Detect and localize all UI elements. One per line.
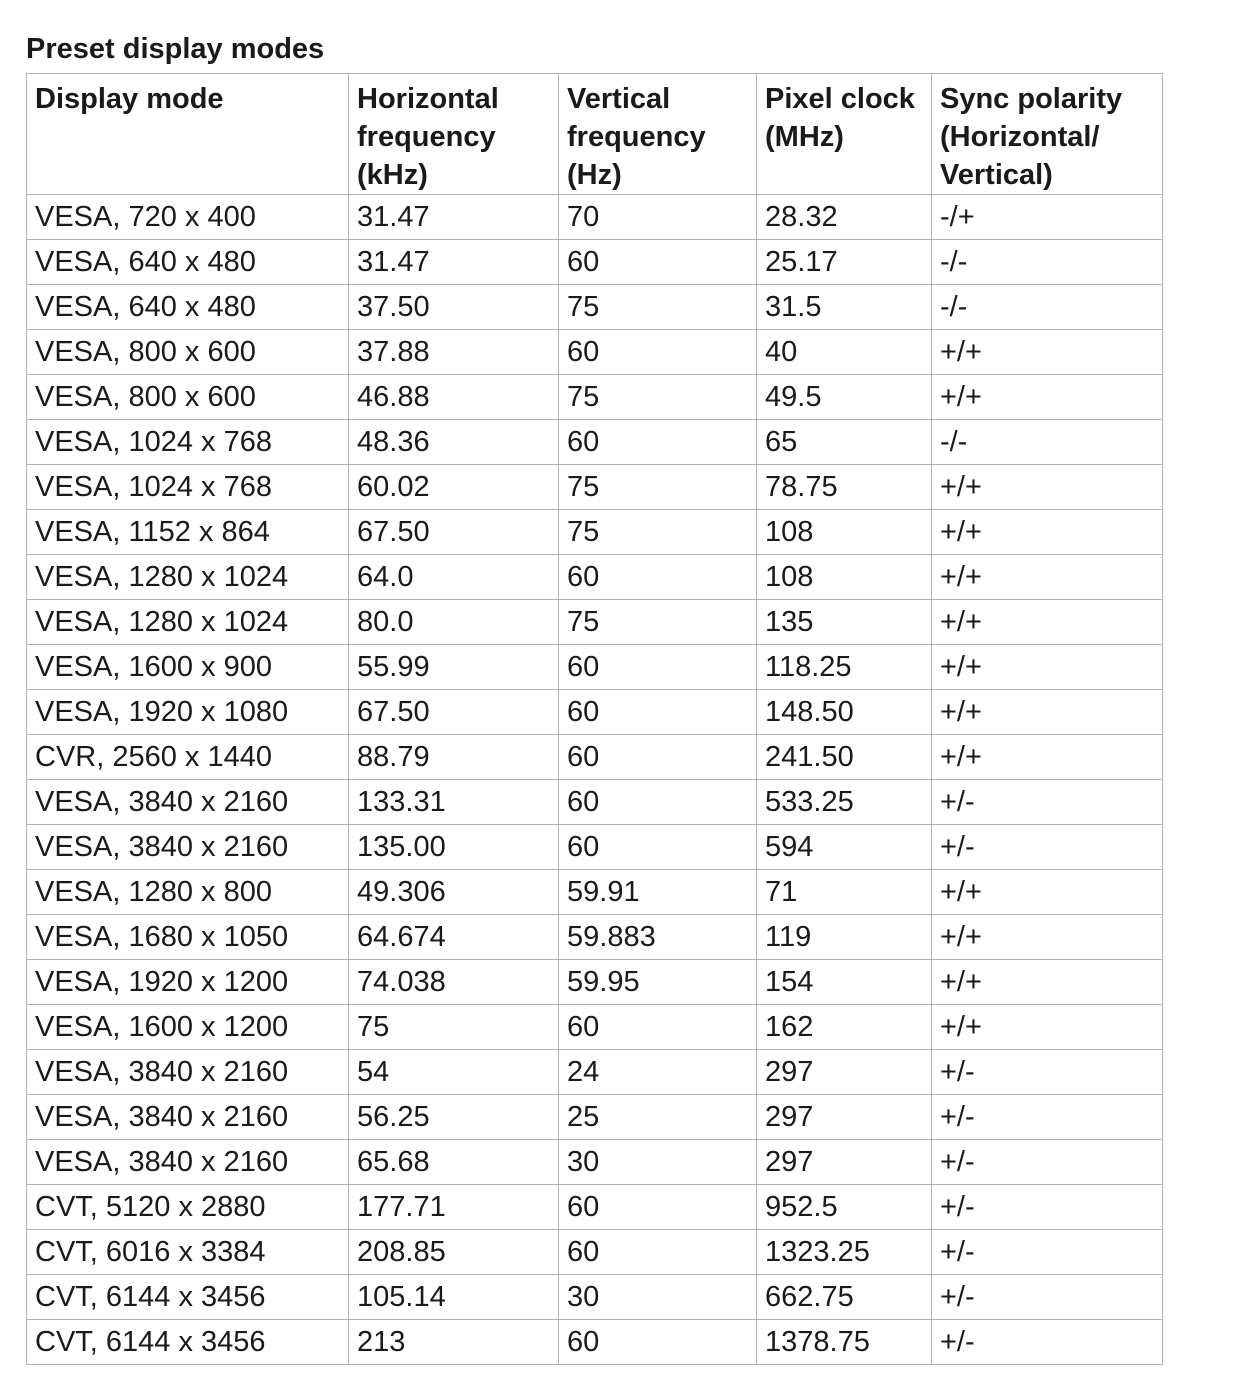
cell-vertical-frequency: 60 [559, 825, 757, 870]
cell-pixel-clock: 148.50 [757, 690, 932, 735]
cell-sync-polarity: +/+ [932, 645, 1163, 690]
cell-sync-polarity: +/+ [932, 735, 1163, 780]
cell-vertical-frequency: 60 [559, 1230, 757, 1275]
cell-vertical-frequency: 60 [559, 555, 757, 600]
cell-horizontal-frequency: 54 [349, 1050, 559, 1095]
cell-pixel-clock: 28.32 [757, 195, 932, 240]
cell-vertical-frequency: 60 [559, 330, 757, 375]
cell-vertical-frequency: 75 [559, 465, 757, 510]
cell-vertical-frequency: 75 [559, 375, 757, 420]
cell-sync-polarity: +/+ [932, 465, 1163, 510]
cell-display-mode: CVT, 6144 x 3456 [27, 1320, 349, 1365]
cell-horizontal-frequency: 64.0 [349, 555, 559, 600]
cell-vertical-frequency: 60 [559, 780, 757, 825]
table-row [27, 195, 1163, 240]
cell-pixel-clock: 119 [757, 915, 932, 960]
cell-vertical-frequency: 60 [559, 240, 757, 285]
cell-vertical-frequency: 60 [559, 1320, 757, 1365]
cell-pixel-clock: 71 [757, 870, 932, 915]
table-row [27, 1230, 1163, 1275]
cell-vertical-frequency: 75 [559, 285, 757, 330]
cell-sync-polarity: +/+ [932, 330, 1163, 375]
cell-horizontal-frequency: 67.50 [349, 690, 559, 735]
cell-display-mode: VESA, 1600 x 1200 [27, 1005, 349, 1050]
cell-display-mode: VESA, 1280 x 1024 [27, 555, 349, 600]
cell-horizontal-frequency: 75 [349, 1005, 559, 1050]
cell-horizontal-frequency: 88.79 [349, 735, 559, 780]
cell-pixel-clock: 154 [757, 960, 932, 1005]
cell-vertical-frequency: 60 [559, 1005, 757, 1050]
cell-display-mode: VESA, 1280 x 1024 [27, 600, 349, 645]
display-modes-table [26, 73, 1163, 1365]
cell-horizontal-frequency: 56.25 [349, 1095, 559, 1140]
cell-pixel-clock: 297 [757, 1095, 932, 1140]
cell-pixel-clock: 49.5 [757, 375, 932, 420]
cell-horizontal-frequency: 60.02 [349, 465, 559, 510]
table-row [27, 600, 1163, 645]
cell-vertical-frequency: 60 [559, 1185, 757, 1230]
cell-horizontal-frequency: 31.47 [349, 240, 559, 285]
cell-pixel-clock: 108 [757, 510, 932, 555]
cell-sync-polarity: +/+ [932, 870, 1163, 915]
cell-horizontal-frequency: 80.0 [349, 600, 559, 645]
cell-sync-polarity: +/+ [932, 510, 1163, 555]
cell-sync-polarity: +/- [932, 1320, 1163, 1365]
cell-horizontal-frequency: 64.674 [349, 915, 559, 960]
cell-horizontal-frequency: 49.306 [349, 870, 559, 915]
table-row [27, 1095, 1163, 1140]
cell-pixel-clock: 135 [757, 600, 932, 645]
cell-pixel-clock: 533.25 [757, 780, 932, 825]
cell-horizontal-frequency: 177.71 [349, 1185, 559, 1230]
cell-sync-polarity: +/+ [932, 600, 1163, 645]
cell-pixel-clock: 297 [757, 1140, 932, 1185]
table-header-row [27, 74, 1163, 195]
cell-sync-polarity: -/- [932, 285, 1163, 330]
cell-display-mode: VESA, 640 x 480 [27, 240, 349, 285]
cell-horizontal-frequency: 208.85 [349, 1230, 559, 1275]
cell-pixel-clock: 297 [757, 1050, 932, 1095]
cell-display-mode: CVR, 2560 x 1440 [27, 735, 349, 780]
cell-sync-polarity: +/- [932, 1095, 1163, 1140]
cell-horizontal-frequency: 135.00 [349, 825, 559, 870]
header-sync-polarity: Sync polarity (Horizontal/ Vertical) [932, 74, 1163, 195]
table-row [27, 915, 1163, 960]
cell-horizontal-frequency: 213 [349, 1320, 559, 1365]
cell-display-mode: CVT, 6016 x 3384 [27, 1230, 349, 1275]
cell-pixel-clock: 1378.75 [757, 1320, 932, 1365]
table-row [27, 555, 1163, 600]
cell-sync-polarity: +/- [932, 1230, 1163, 1275]
cell-vertical-frequency: 75 [559, 510, 757, 555]
cell-display-mode: VESA, 720 x 400 [27, 195, 349, 240]
cell-vertical-frequency: 60 [559, 420, 757, 465]
cell-horizontal-frequency: 74.038 [349, 960, 559, 1005]
cell-display-mode: VESA, 1920 x 1200 [27, 960, 349, 1005]
table-row [27, 870, 1163, 915]
header-horizontal-frequency: Horizontal frequency (kHz) [349, 74, 559, 195]
cell-display-mode: VESA, 3840 x 2160 [27, 780, 349, 825]
table-row [27, 735, 1163, 780]
table-row [27, 1005, 1163, 1050]
table-row [27, 330, 1163, 375]
table-row [27, 375, 1163, 420]
cell-display-mode: CVT, 5120 x 2880 [27, 1185, 349, 1230]
cell-display-mode: VESA, 3840 x 2160 [27, 1140, 349, 1185]
cell-horizontal-frequency: 55.99 [349, 645, 559, 690]
cell-sync-polarity: -/+ [932, 195, 1163, 240]
cell-vertical-frequency: 25 [559, 1095, 757, 1140]
cell-sync-polarity: +/+ [932, 915, 1163, 960]
cell-pixel-clock: 40 [757, 330, 932, 375]
cell-display-mode: VESA, 1280 x 800 [27, 870, 349, 915]
cell-vertical-frequency: 24 [559, 1050, 757, 1095]
cell-sync-polarity: +/+ [932, 555, 1163, 600]
cell-sync-polarity: +/- [932, 1140, 1163, 1185]
cell-display-mode: VESA, 3840 x 2160 [27, 825, 349, 870]
cell-pixel-clock: 65 [757, 420, 932, 465]
cell-vertical-frequency: 59.91 [559, 870, 757, 915]
table-row [27, 1320, 1163, 1365]
cell-sync-polarity: +/+ [932, 1005, 1163, 1050]
table-row [27, 825, 1163, 870]
cell-sync-polarity: -/- [932, 420, 1163, 465]
cell-display-mode: VESA, 1024 x 768 [27, 420, 349, 465]
header-display-mode: Display mode [27, 74, 349, 195]
cell-display-mode: VESA, 3840 x 2160 [27, 1095, 349, 1140]
cell-display-mode: VESA, 1680 x 1050 [27, 915, 349, 960]
header-vertical-frequency: Vertical frequency (Hz) [559, 74, 757, 195]
cell-horizontal-frequency: 37.88 [349, 330, 559, 375]
table-row [27, 510, 1163, 555]
cell-horizontal-frequency: 133.31 [349, 780, 559, 825]
cell-horizontal-frequency: 67.50 [349, 510, 559, 555]
table-row [27, 1050, 1163, 1095]
table-row [27, 465, 1163, 510]
table-row [27, 1140, 1163, 1185]
cell-display-mode: CVT, 6144 x 3456 [27, 1275, 349, 1320]
table-body [27, 195, 1163, 1365]
cell-pixel-clock: 1323.25 [757, 1230, 932, 1275]
cell-vertical-frequency: 59.95 [559, 960, 757, 1005]
table-row [27, 285, 1163, 330]
table-row [27, 960, 1163, 1005]
cell-horizontal-frequency: 31.47 [349, 195, 559, 240]
cell-display-mode: VESA, 640 x 480 [27, 285, 349, 330]
cell-vertical-frequency: 60 [559, 735, 757, 780]
table-row [27, 1275, 1163, 1320]
cell-vertical-frequency: 60 [559, 690, 757, 735]
table-row [27, 645, 1163, 690]
cell-pixel-clock: 662.75 [757, 1275, 932, 1320]
cell-sync-polarity: +/+ [932, 960, 1163, 1005]
cell-sync-polarity: +/- [932, 825, 1163, 870]
cell-pixel-clock: 952.5 [757, 1185, 932, 1230]
table-row [27, 780, 1163, 825]
cell-horizontal-frequency: 105.14 [349, 1275, 559, 1320]
cell-horizontal-frequency: 46.88 [349, 375, 559, 420]
cell-vertical-frequency: 30 [559, 1140, 757, 1185]
cell-display-mode: VESA, 800 x 600 [27, 375, 349, 420]
table-row [27, 690, 1163, 735]
cell-pixel-clock: 108 [757, 555, 932, 600]
cell-sync-polarity: +/+ [932, 690, 1163, 735]
cell-display-mode: VESA, 1024 x 768 [27, 465, 349, 510]
table-row [27, 240, 1163, 285]
cell-pixel-clock: 162 [757, 1005, 932, 1050]
cell-sync-polarity: -/- [932, 240, 1163, 285]
cell-pixel-clock: 594 [757, 825, 932, 870]
table-row [27, 420, 1163, 465]
header-pixel-clock: Pixel clock (MHz) [757, 74, 932, 195]
cell-pixel-clock: 241.50 [757, 735, 932, 780]
cell-vertical-frequency: 75 [559, 600, 757, 645]
cell-display-mode: VESA, 1152 x 864 [27, 510, 349, 555]
cell-pixel-clock: 31.5 [757, 285, 932, 330]
cell-pixel-clock: 25.17 [757, 240, 932, 285]
cell-vertical-frequency: 70 [559, 195, 757, 240]
cell-horizontal-frequency: 37.50 [349, 285, 559, 330]
cell-vertical-frequency: 30 [559, 1275, 757, 1320]
cell-sync-polarity: +/- [932, 1275, 1163, 1320]
cell-sync-polarity: +/- [932, 1050, 1163, 1095]
page-title: Preset display modes [26, 33, 325, 65]
cell-horizontal-frequency: 65.68 [349, 1140, 559, 1185]
cell-display-mode: VESA, 800 x 600 [27, 330, 349, 375]
cell-sync-polarity: +/- [932, 780, 1163, 825]
cell-horizontal-frequency: 48.36 [349, 420, 559, 465]
cell-sync-polarity: +/+ [932, 375, 1163, 420]
cell-sync-polarity: +/- [932, 1185, 1163, 1230]
cell-display-mode: VESA, 3840 x 2160 [27, 1050, 349, 1095]
table-row [27, 1185, 1163, 1230]
cell-pixel-clock: 118.25 [757, 645, 932, 690]
cell-vertical-frequency: 59.883 [559, 915, 757, 960]
cell-vertical-frequency: 60 [559, 645, 757, 690]
cell-display-mode: VESA, 1920 x 1080 [27, 690, 349, 735]
cell-display-mode: VESA, 1600 x 900 [27, 645, 349, 690]
cell-pixel-clock: 78.75 [757, 465, 932, 510]
